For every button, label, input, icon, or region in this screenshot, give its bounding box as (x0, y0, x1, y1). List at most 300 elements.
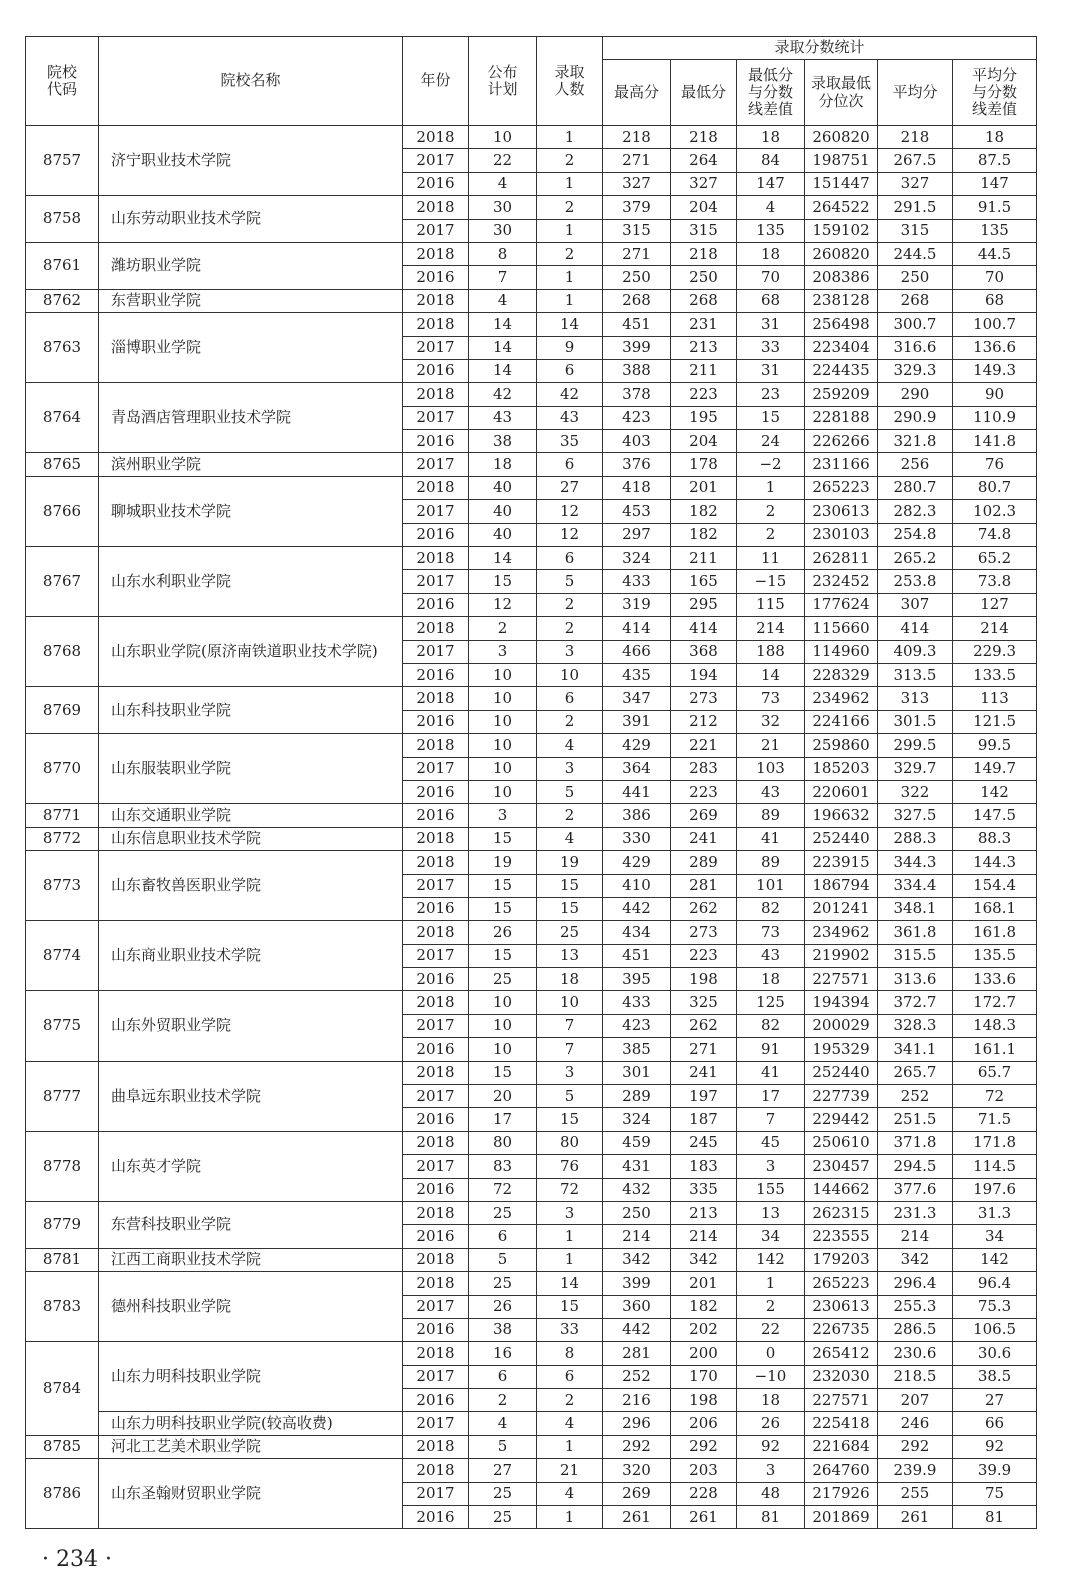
cell-admitted: 42 (537, 383, 603, 406)
cell-min-diff: 3 (737, 1459, 805, 1482)
cell-avg-score: 261 (878, 1506, 953, 1529)
cell-plan: 15 (469, 570, 537, 593)
cell-max-score: 261 (603, 1506, 671, 1529)
cell-min-score: 315 (671, 219, 737, 242)
cell-year: 2018 (403, 827, 469, 850)
cell-avg-score: 341.1 (878, 1038, 953, 1061)
cell-admitted: 2 (537, 196, 603, 219)
cell-admitted: 12 (537, 523, 603, 546)
school-code: 8777 (26, 1061, 99, 1131)
cell-year: 2017 (403, 640, 469, 663)
cell-avg-score: 239.9 (878, 1459, 953, 1482)
cell-min-diff: 33 (737, 336, 805, 359)
school-name: 山东服装职业学院 (99, 734, 403, 804)
cell-avg-diff: 113 (953, 687, 1037, 710)
school-name: 滨州职业学院 (99, 453, 403, 476)
cell-avg-diff: 44.5 (953, 242, 1037, 265)
cell-plan: 25 (469, 1506, 537, 1529)
school-code: 8775 (26, 991, 99, 1061)
header-stats-group: 录取分数统计 (603, 37, 1037, 60)
cell-plan: 4 (469, 172, 537, 195)
cell-max-score: 391 (603, 710, 671, 733)
cell-plan: 10 (469, 710, 537, 733)
cell-avg-score: 254.8 (878, 523, 953, 546)
cell-plan: 14 (469, 359, 537, 382)
cell-max-score: 378 (603, 383, 671, 406)
cell-min-diff: 26 (737, 1412, 805, 1435)
cell-min-diff: 103 (737, 757, 805, 780)
cell-avg-diff: 144.3 (953, 851, 1037, 874)
cell-max-score: 297 (603, 523, 671, 546)
cell-min-score: 197 (671, 1085, 737, 1108)
table-row (26, 453, 1037, 476)
cell-year: 2018 (403, 617, 469, 640)
cell-admitted: 3 (537, 640, 603, 663)
cell-admitted: 12 (537, 500, 603, 523)
table-row (26, 804, 1037, 827)
cell-plan: 80 (469, 1131, 537, 1154)
table-row (26, 1459, 1037, 1482)
cell-year: 2016 (403, 663, 469, 686)
cell-year: 2017 (403, 336, 469, 359)
cell-min-rank: 186794 (805, 874, 878, 897)
cell-min-rank: 264760 (805, 1459, 878, 1482)
cell-avg-diff: 141.8 (953, 430, 1037, 453)
cell-min-rank: 230457 (805, 1155, 878, 1178)
cell-min-diff: 1 (737, 476, 805, 499)
cell-max-score: 435 (603, 663, 671, 686)
header-year: 年份 (403, 37, 469, 126)
cell-min-diff: 82 (737, 897, 805, 920)
table-row (26, 734, 1037, 757)
cell-admitted: 1 (537, 1225, 603, 1248)
cell-max-score: 395 (603, 968, 671, 991)
cell-admitted: 3 (537, 1201, 603, 1224)
cell-avg-diff: 65.2 (953, 547, 1037, 570)
cell-year: 2018 (403, 313, 469, 336)
cell-plan: 26 (469, 1295, 537, 1318)
school-name: 山东英才学院 (99, 1131, 403, 1201)
cell-admitted: 27 (537, 476, 603, 499)
cell-year: 2016 (403, 593, 469, 616)
cell-avg-score: 292 (878, 1435, 953, 1458)
cell-min-diff: 14 (737, 663, 805, 686)
cell-admitted: 2 (537, 804, 603, 827)
cell-min-score: 241 (671, 1061, 737, 1084)
school-code: 8766 (26, 476, 99, 546)
cell-min-score: 281 (671, 874, 737, 897)
table-row (26, 851, 1037, 874)
table-row (26, 1061, 1037, 1084)
school-code: 8761 (26, 242, 99, 289)
cell-min-rank: 259860 (805, 734, 878, 757)
cell-avg-score: 252 (878, 1085, 953, 1108)
cell-avg-score: 265.2 (878, 547, 953, 570)
cell-avg-diff: 106.5 (953, 1318, 1037, 1341)
cell-min-rank: 224435 (805, 359, 878, 382)
cell-admitted: 8 (537, 1342, 603, 1365)
cell-year: 2017 (403, 874, 469, 897)
cell-min-diff: 82 (737, 1014, 805, 1037)
cell-min-score: 213 (671, 1201, 737, 1224)
cell-avg-score: 322 (878, 780, 953, 803)
cell-avg-diff: 91.5 (953, 196, 1037, 219)
cell-avg-diff: 80.7 (953, 476, 1037, 499)
cell-avg-score: 207 (878, 1389, 953, 1412)
cell-avg-diff: 92 (953, 1435, 1037, 1458)
cell-avg-score: 290.9 (878, 406, 953, 429)
cell-plan: 10 (469, 780, 537, 803)
cell-min-diff: 7 (737, 1108, 805, 1131)
table-row (26, 1248, 1037, 1271)
cell-avg-diff: 34 (953, 1225, 1037, 1248)
cell-admitted: 7 (537, 1038, 603, 1061)
cell-admitted: 5 (537, 1085, 603, 1108)
school-code: 8757 (26, 126, 99, 196)
cell-avg-diff: 71.5 (953, 1108, 1037, 1131)
cell-min-rank: 114960 (805, 640, 878, 663)
cell-min-score: 218 (671, 126, 737, 149)
cell-min-rank: 195329 (805, 1038, 878, 1061)
cell-avg-diff: 214 (953, 617, 1037, 640)
cell-min-diff: 18 (737, 1389, 805, 1412)
cell-min-diff: 73 (737, 687, 805, 710)
cell-max-score: 442 (603, 1318, 671, 1341)
header-avg: 平均分 (878, 60, 953, 126)
cell-plan: 3 (469, 640, 537, 663)
cell-min-diff: 70 (737, 266, 805, 289)
cell-min-rank: 264522 (805, 196, 878, 219)
school-code: 8765 (26, 453, 99, 476)
cell-min-diff: 24 (737, 430, 805, 453)
cell-avg-diff: 142 (953, 1248, 1037, 1271)
cell-avg-diff: 135.5 (953, 944, 1037, 967)
cell-plan: 43 (469, 406, 537, 429)
cell-year: 2018 (403, 383, 469, 406)
cell-min-score: 273 (671, 687, 737, 710)
cell-max-score: 453 (603, 500, 671, 523)
cell-admitted: 4 (537, 1412, 603, 1435)
cell-year: 2018 (403, 547, 469, 570)
cell-year: 2017 (403, 453, 469, 476)
cell-avg-score: 301.5 (878, 710, 953, 733)
cell-min-score: 182 (671, 500, 737, 523)
cell-min-diff: 68 (737, 289, 805, 312)
cell-max-score: 320 (603, 1459, 671, 1482)
school-code: 8778 (26, 1131, 99, 1201)
cell-avg-score: 218.5 (878, 1365, 953, 1388)
cell-min-score: 213 (671, 336, 737, 359)
cell-max-score: 268 (603, 289, 671, 312)
cell-min-score: 165 (671, 570, 737, 593)
cell-year: 2018 (403, 1061, 469, 1084)
cell-min-diff: 31 (737, 313, 805, 336)
cell-plan: 10 (469, 663, 537, 686)
cell-max-score: 218 (603, 126, 671, 149)
table-row (26, 547, 1037, 570)
cell-max-score: 399 (603, 1272, 671, 1295)
cell-plan: 16 (469, 1342, 537, 1365)
cell-min-rank: 228329 (805, 663, 878, 686)
cell-avg-score: 244.5 (878, 242, 953, 265)
cell-min-diff: 48 (737, 1482, 805, 1505)
cell-max-score: 216 (603, 1389, 671, 1412)
cell-plan: 10 (469, 126, 537, 149)
cell-admitted: 1 (537, 1248, 603, 1271)
cell-plan: 8 (469, 242, 537, 265)
cell-min-diff: 18 (737, 126, 805, 149)
cell-min-diff: 13 (737, 1201, 805, 1224)
cell-min-score: 182 (671, 523, 737, 546)
cell-max-score: 327 (603, 172, 671, 195)
cell-min-rank: 262315 (805, 1201, 878, 1224)
cell-avg-score: 291.5 (878, 196, 953, 219)
cell-min-rank: 151447 (805, 172, 878, 195)
table-row (26, 196, 1037, 219)
cell-admitted: 19 (537, 851, 603, 874)
cell-year: 2018 (403, 1342, 469, 1365)
cell-admitted: 6 (537, 453, 603, 476)
cell-avg-diff: 27 (953, 1389, 1037, 1412)
cell-avg-score: 327.5 (878, 804, 953, 827)
cell-min-score: 178 (671, 453, 737, 476)
cell-admitted: 76 (537, 1155, 603, 1178)
cell-avg-score: 377.6 (878, 1178, 953, 1201)
cell-avg-score: 313.6 (878, 968, 953, 991)
cell-min-score: 221 (671, 734, 737, 757)
cell-min-score: 195 (671, 406, 737, 429)
cell-plan: 15 (469, 1061, 537, 1084)
cell-plan: 10 (469, 687, 537, 710)
cell-avg-score: 255.3 (878, 1295, 953, 1318)
cell-admitted: 25 (537, 921, 603, 944)
cell-max-score: 459 (603, 1131, 671, 1154)
cell-min-score: 269 (671, 804, 737, 827)
cell-avg-diff: 171.8 (953, 1131, 1037, 1154)
cell-avg-score: 280.7 (878, 476, 953, 499)
cell-avg-diff: 72 (953, 1085, 1037, 1108)
cell-admitted: 2 (537, 593, 603, 616)
cell-plan: 25 (469, 1272, 537, 1295)
cell-avg-diff: 172.7 (953, 991, 1037, 1014)
cell-avg-diff: 100.7 (953, 313, 1037, 336)
cell-avg-score: 282.3 (878, 500, 953, 523)
cell-min-diff: 125 (737, 991, 805, 1014)
cell-admitted: 2 (537, 1389, 603, 1412)
cell-min-score: 211 (671, 359, 737, 382)
cell-min-rank: 220601 (805, 780, 878, 803)
cell-year: 2018 (403, 1435, 469, 1458)
cell-admitted: 21 (537, 1459, 603, 1482)
cell-year: 2018 (403, 991, 469, 1014)
school-name: 山东水利职业学院 (99, 547, 403, 617)
cell-min-diff: 101 (737, 874, 805, 897)
cell-min-rank: 226266 (805, 430, 878, 453)
cell-year: 2017 (403, 944, 469, 967)
cell-year: 2016 (403, 523, 469, 546)
cell-plan: 3 (469, 804, 537, 827)
cell-avg-diff: 88.3 (953, 827, 1037, 850)
header-admitted: 录取 人数 (537, 37, 603, 126)
cell-avg-diff: 133.5 (953, 663, 1037, 686)
cell-avg-diff: 161.8 (953, 921, 1037, 944)
cell-min-rank: 223915 (805, 851, 878, 874)
cell-min-rank: 260820 (805, 126, 878, 149)
cell-admitted: 15 (537, 897, 603, 920)
cell-min-rank: 198751 (805, 149, 878, 172)
cell-avg-diff: 229.3 (953, 640, 1037, 663)
cell-max-score: 319 (603, 593, 671, 616)
cell-plan: 26 (469, 921, 537, 944)
cell-max-score: 360 (603, 1295, 671, 1318)
cell-admitted: 4 (537, 827, 603, 850)
cell-min-rank: 262811 (805, 547, 878, 570)
cell-year: 2016 (403, 710, 469, 733)
school-name: 德州科技职业学院 (99, 1272, 403, 1342)
cell-min-score: 204 (671, 430, 737, 453)
cell-min-diff: 147 (737, 172, 805, 195)
cell-min-diff: 91 (737, 1038, 805, 1061)
cell-year: 2018 (403, 1131, 469, 1154)
cell-min-rank: 234962 (805, 921, 878, 944)
cell-min-diff: 214 (737, 617, 805, 640)
cell-min-rank: 223555 (805, 1225, 878, 1248)
cell-min-rank: 250610 (805, 1131, 878, 1154)
table-row (26, 991, 1037, 1014)
cell-avg-diff: 136.6 (953, 336, 1037, 359)
cell-avg-score: 327 (878, 172, 953, 195)
cell-avg-score: 307 (878, 593, 953, 616)
cell-plan: 6 (469, 1225, 537, 1248)
cell-min-diff: 92 (737, 1435, 805, 1458)
cell-max-score: 289 (603, 1085, 671, 1108)
cell-plan: 83 (469, 1155, 537, 1178)
cell-plan: 19 (469, 851, 537, 874)
school-code: 8774 (26, 921, 99, 991)
cell-min-rank: 229442 (805, 1108, 878, 1131)
cell-year: 2018 (403, 196, 469, 219)
cell-min-diff: 89 (737, 851, 805, 874)
school-name: 东营职业学院 (99, 289, 403, 312)
cell-admitted: 1 (537, 266, 603, 289)
cell-avg-diff: 147.5 (953, 804, 1037, 827)
cell-year: 2016 (403, 1178, 469, 1201)
cell-max-score: 364 (603, 757, 671, 780)
cell-min-score: 245 (671, 1131, 737, 1154)
cell-avg-score: 214 (878, 1225, 953, 1248)
cell-min-diff: 115 (737, 593, 805, 616)
school-code: 8773 (26, 851, 99, 921)
cell-avg-score: 218 (878, 126, 953, 149)
cell-plan: 40 (469, 523, 537, 546)
cell-avg-diff: 127 (953, 593, 1037, 616)
cell-avg-score: 255 (878, 1482, 953, 1505)
cell-year: 2016 (403, 1038, 469, 1061)
cell-max-score: 292 (603, 1435, 671, 1458)
cell-avg-diff: 135 (953, 219, 1037, 242)
cell-min-diff: 43 (737, 780, 805, 803)
cell-year: 2016 (403, 430, 469, 453)
school-code: 8772 (26, 827, 99, 850)
admission-score-table (25, 36, 1037, 1529)
cell-plan: 25 (469, 1482, 537, 1505)
cell-year: 2016 (403, 780, 469, 803)
cell-avg-score: 313.5 (878, 663, 953, 686)
cell-year: 2018 (403, 1201, 469, 1224)
cell-admitted: 9 (537, 336, 603, 359)
cell-max-score: 385 (603, 1038, 671, 1061)
cell-min-diff: 155 (737, 1178, 805, 1201)
cell-min-diff: 2 (737, 1295, 805, 1318)
cell-min-diff: 1 (737, 1272, 805, 1295)
cell-plan: 72 (469, 1178, 537, 1201)
cell-avg-diff: 149.3 (953, 359, 1037, 382)
cell-min-diff: 22 (737, 1318, 805, 1341)
cell-min-rank: 232452 (805, 570, 878, 593)
cell-avg-diff: 142 (953, 780, 1037, 803)
cell-avg-score: 296.4 (878, 1272, 953, 1295)
table-row (26, 126, 1037, 149)
cell-min-rank: 265223 (805, 1272, 878, 1295)
cell-plan: 25 (469, 1201, 537, 1224)
cell-min-score: 201 (671, 476, 737, 499)
cell-year: 2018 (403, 734, 469, 757)
school-code: 8769 (26, 687, 99, 734)
cell-min-diff: 45 (737, 1131, 805, 1154)
cell-plan: 30 (469, 219, 537, 242)
cell-min-diff: 23 (737, 383, 805, 406)
cell-avg-score: 344.3 (878, 851, 953, 874)
cell-year: 2017 (403, 570, 469, 593)
cell-min-rank: 208386 (805, 266, 878, 289)
cell-avg-score: 342 (878, 1248, 953, 1271)
cell-admitted: 1 (537, 219, 603, 242)
table-row (26, 1435, 1037, 1458)
cell-plan: 40 (469, 476, 537, 499)
cell-avg-score: 313 (878, 687, 953, 710)
cell-admitted: 14 (537, 1272, 603, 1295)
cell-avg-diff: 66 (953, 1412, 1037, 1435)
cell-min-rank: 144662 (805, 1178, 878, 1201)
cell-min-diff: 31 (737, 359, 805, 382)
cell-min-score: 211 (671, 547, 737, 570)
cell-plan: 15 (469, 944, 537, 967)
cell-avg-score: 294.5 (878, 1155, 953, 1178)
cell-plan: 14 (469, 336, 537, 359)
school-code: 8785 (26, 1435, 99, 1458)
cell-plan: 17 (469, 1108, 537, 1131)
cell-min-rank: 230613 (805, 500, 878, 523)
school-name: 青岛酒店管理职业技术学院 (99, 383, 403, 453)
table-row (26, 827, 1037, 850)
header-avg-diff: 平均分 与分数 线差值 (953, 60, 1037, 126)
cell-min-rank: 234962 (805, 687, 878, 710)
cell-min-score: 262 (671, 897, 737, 920)
cell-min-rank: 226735 (805, 1318, 878, 1341)
cell-avg-score: 231.3 (878, 1201, 953, 1224)
cell-max-score: 330 (603, 827, 671, 850)
cell-min-score: 327 (671, 172, 737, 195)
cell-max-score: 281 (603, 1342, 671, 1365)
cell-avg-diff: 133.6 (953, 968, 1037, 991)
cell-max-score: 451 (603, 313, 671, 336)
cell-year: 2018 (403, 242, 469, 265)
cell-admitted: 6 (537, 547, 603, 570)
cell-admitted: 10 (537, 991, 603, 1014)
cell-max-score: 399 (603, 336, 671, 359)
cell-max-score: 324 (603, 547, 671, 570)
cell-year: 2017 (403, 1085, 469, 1108)
